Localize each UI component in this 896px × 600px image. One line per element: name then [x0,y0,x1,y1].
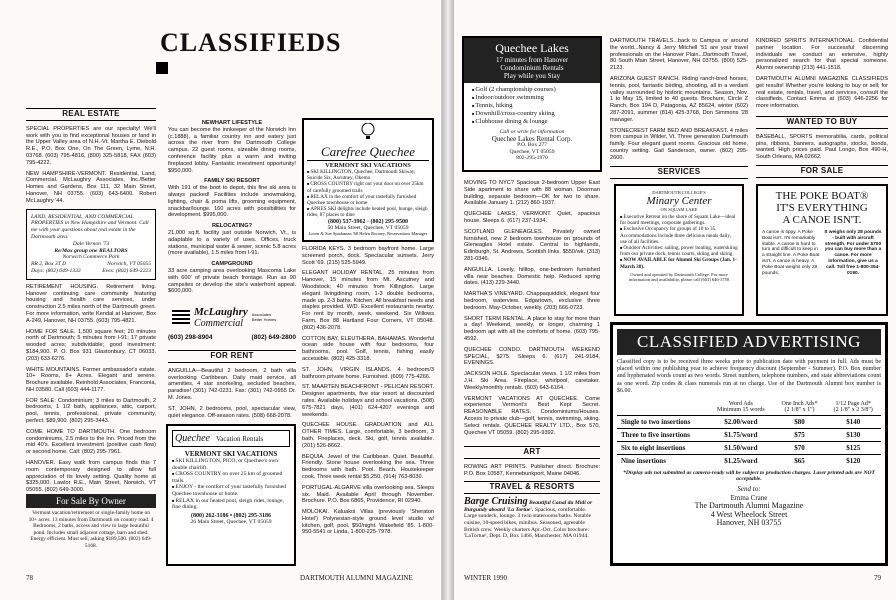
qvr-title: VERMONT SKI VACATIONS [184,450,278,458]
row-label: Nine insertions [617,455,708,468]
minary-sub: ON SQUAM LAKE [660,207,698,212]
ad-arizona-ranch: ARIZONA GUEST RANCH. Riding ranch-bred horses, tennis, pool, fantastic birding, shooting, all in a verdant valley surrounded by historic mountains. Season, Nov. 1 to May 15, limited to 40 guests. Brochure, Circle Z Ranch, Box 194 D, Patagonia, AZ 85624, winter (602) 287-2091, summer (814) 425-3768, Don Simmons '28 manager. [610,75,748,123]
qvr-bullet: ■ ENJOY - the comfort of your tastefully furnished Quechee townhouse or home. [172,484,290,497]
lakes-call: Call or write for information [499,129,565,135]
ad-ski-resort: With 191 of the boot to depot, this fine ski area is always packed! Facilities include snowmaking, lighting, chair & poma lifts, grooming equipment, snackbar/lounge. 160 acres with possibilities for development. $995,000. [168,185,296,219]
row-page: $130 [825,429,881,442]
wanted-column [756,116,888,178]
remax-addr: RR 2, Box 3T D [31,261,67,268]
ad-quechee-house: QUECHEE HOUSE. GRADUATION and ALL OTHER TIMES. Large, comfortable, 3 bedroom, 3 bath. Fireplaces, deck. Ski, golf, tennis available. (201) 526-8662. [302,422,434,449]
row-inch: $65 [774,455,826,468]
minary-bullet: ■ NOW AVAILABLE for Alumni Ski Groups (Jan. 1-March 30). [620,257,738,269]
ad-cotton-bay: COTTON BAY, ELEUTHERA, BAHAMAS. Wonderful ocean side house with four bedrooms, four bathrooms, pool. Golf, tennis, fishing easily accessible. (802) 425-3318. [302,335,434,362]
classified-rates-box [610,322,888,566]
ad-anguilla-villa: ANGUILLA—Beautiful 2 bedroom, 2 bath villa overlooking Caribbean. Daily maid service, all amenities, 4 star snorkeling, secluded beaches, paradise! (301) 742-0231. Fax: (301) 742-0955 Dr. M. Jones. [168,367,296,401]
ad-newhart: You can become the innkeeper of the Norwich Inn (c.1888), a familiar country inn and eatery just across the river from the Dartmouth College campus. 22 guest rooms, sizeable dining rooms, conference facility plus a warm and inviting fireplaced lobby. Fantastic investment opportunity! $950,000. [168,126,296,174]
sbo-title: For Sale By Owner [26,494,156,508]
ad-home-sale: HOME FOR SALE. 1,500 square feet; 20 minutes north of Dartmouth; 5 minutes from I-91; 17 private wooded acres; subdividable; good investment; $184,900. P. O. Box 931 Glastonbury, CT 06033. (203) 633-6276. [26,328,156,362]
lakes-bullet: ■ Tennis, hiking [472,102,592,110]
col-page-size: (2 1/8" x 2 3/8") [833,407,873,414]
ad-portugal: PORTUGAL-ALGARVE villa overlooking sea. Sleeps six. Maid. Available April through November. Brochure. P.O. Box 6865, Providence, RI 02940. [302,484,434,505]
rates-title: CLASSIFIED ADVERTISING [617,329,881,355]
ad-come-home: COME HOME TO DARTMOUTH. One bedroom condominiums, 2.5 miles to the Inn. Priced from the mid 40's. Excellent investment (positive cash flow) or second home. Call: (802) 295-7961. [26,428,156,456]
ad-moving-nyc: MOVING TO NYC? Spacious 2-bedroom Upper East Side apartment to share with 88 woman. Doorman building, separate bedroom—OK for two to share. Available January 1. (212) 860-1937. [464,180,600,207]
table-row [617,416,881,429]
ad-dartmouth-travels: DARTMOUTH TRAVELS...back to Campus or around the world...Nancy & Jerry Mitchell '51 are your travel professionals on the Hanover Plain...Dartmouth Travel, 80 South Main Street, Hanover, NH 03755. (800) 525-2123. [610,38,748,72]
ad-virgin-islands: ST. JOHN, VIRGIN ISLANDS. 4 bedroom/3 bathroom private home. Furnished. (609) 775-4266. [302,366,434,380]
lakes-sub3: Play while you Stay [503,72,561,80]
send-city: Hanover, NH 03755 [716,518,782,528]
row-label: Single to two insertions [617,416,708,429]
lakes-bullet: ■ Indoor/outdoor swimming [472,94,592,102]
carefree-bullet: ■ CROSS COUNTRY right out your door on over 25km of carefully groomed trails [307,181,429,193]
right-column-3 [756,38,888,108]
table-row [617,429,881,442]
row-inch: $80 [774,416,826,429]
lakes-bullet: ■ Golf (2 championship courses) [472,86,592,94]
remax-eve-phone: Eves: (802) 649-2223 [102,267,151,274]
qvr-brand: Quechee [175,433,210,444]
qvr-bullet: ■ CROSS COUNTRY on over 25 km of groomed trails. [172,471,290,484]
ad-marthas-vineyard: MARTHA'S VINEYARD. Chappaquiddick, elegant four bedroom, waterview. Edgartown, exclusive three bedroom. May-October, weekly. (203) 666-0723. [464,291,600,311]
lakes-title: Quechee Lakes [495,41,569,55]
row-page: $120 [825,455,881,468]
ad-white-mountains: WHITE MOUNTAINS. Former ambassador's estate. 10+ Rooms, 8+ Acres. Elegant and serene. Brochure available. Reinhold Associates, Franconia, NH 03580. Call (603) 444-1177. [26,366,156,393]
send-org: The Dartmouth Alumni Magazine [694,501,804,511]
logo-sub: Commercial [194,317,244,329]
ad-special-properties: SPECIAL PROPERTIES are our specialty! We'll work with you to find exceptional houses or land in the Upper Valley area of N.H.-Vt. Martha E. Diebold R.E., P.O. Box One, On The Green, Lyme, N.H. 03768. (603) 795-4816, (800) 325-5818, FAX (603) 795-4222. [26,125,156,166]
carefree-bullet: ■ SKI KILLINGTON, Quechee, Dartmouth Skiway, Suicide Six, Ascutney, Okemo [307,169,429,181]
poke-left: A canoe is tippy. A Poke Boat isn't. It's remarkably stable. A canoe is hard to turn and difficult to keep in a straight line. A Poke Boat isn't. A canoe is heavy. A Poke Boat weighs only 28 pounds. [762,230,820,276]
ad-anguilla-hilltop: ANGUILLA. Lovely, hilltop, one-bedroom furnished villa near beaches. Domestic help. Reduced spring dates. (413) 229-3440. [464,266,600,287]
rent-column [168,350,296,420]
row-page: $140 [825,416,881,429]
quechee-vacation-ad [166,424,296,566]
ad-elegant-holiday: ELEGANT HOLIDAY RENTAL. 25 minutes from Hanover, 15 minutes from Mt. Ascutney and Woodstock; 40 minutes from Killington. Large elegant livingdining room, 1-3 double bedrooms, made up. 2-3 baths. Kitchen. All breakfast needs and staples provided. W/D. Excellent restaurants nearby. For rent by month, week, weekend. Six Willows Farm, Box 88 Hartland Four Corners, VT 05048. (802) 436-2078. [302,270,434,331]
carefree-brand: Carefree Quechee [321,144,415,159]
right-column-2 [610,38,748,166]
ad-jackson-hole: JACKSON HOLE. Spectacular views. 1 1/2 miles from J.H. Ski Area. Fireplace, whirlpool, caretaker. Weekly/monthly rentals. (603) 643-6164. [464,371,600,391]
page-title: CLASSIFIEDS [160,28,342,57]
services-header [610,166,748,180]
poke-line1: THE POKE BOAT® [775,190,869,202]
ad-hanover: HANOVER. Easy walk from campus finds this 7 room contemporary designed to allow full appreciation of its lovely setting. Quality home at $325,000. Lawlor R.E., Main Street, Norwich, VT 05055. (802) 649-3000. [26,460,156,494]
lakes-sub2: Condominium Rentals [500,64,564,72]
col-inch-size: (2 1/8" x 1") [784,407,815,414]
col-inch-ads: One Inch Ads* [781,401,818,408]
ad-newhart-head: NEWHART LIFESTYLE [201,120,263,126]
row-label: Six to eight insertions [617,442,708,455]
balloon-icon [307,123,429,144]
right-issue-date: WINTER 1990 [464,574,507,582]
lakes-company: Quechee Lakes Rental Corp. [491,134,573,143]
ad-short-term: SHORT TERM RENTAL. A place to stay for more than a day! Weekend, weekly, or longer, charming 1 bedroom apt with all the comforts of home. (603) 795-4592. [464,315,600,342]
row-word: $1.25/word [708,455,774,468]
lakes-city: Quechee, VT 05059 [509,148,555,155]
minary-label: DARTMOUTH COLLEGE'S [652,190,706,195]
ad-quechee-lakes-vt: QUECHEE LAKES, VERMONT. Quiet, spacious house. Sleeps 6. (617) 237-1934. [464,211,600,224]
left-magazine-name: DARTMOUTH ALUMNI MAGAZINE [300,574,413,582]
quechee-lakes-ad [462,36,602,172]
section-for-sale: FOR SALE [756,165,888,178]
ad-campground: 33 acre camping area overlooking Mascoma Lake with 600' of private beach frontage. Run as 90 campsites or develop the site's waterfront appeal. $600,000. [168,267,296,295]
remax-org: Re/Max group one REALTORS [54,247,128,254]
minary-bullet: ■ Outdoor Activities: sailing, power boating, waterskiing from our private dock, tennis courts, skiing and skiing. [620,245,738,257]
left-column-3 [302,246,434,568]
ad-retirement: RETIREMENT HOUSING. Retirement living. Hanover continuing care community featuring housing and health care services, under construction 2.5 miles north of the Dartmouth green. For more information, write Kendal at Hanover, Box A-249, Hanover, NH 03755. (603) 795-4821. [26,283,156,324]
section-services: SERVICES [610,166,748,179]
minary-foot: Owned and operated by Dartmouth College. For more information and availability, please call (603) 646-3750 [628,271,730,282]
title-ornament [156,62,168,74]
minary-center-ad [614,184,744,316]
poke-right: It weighs only 28 pounds - built with aircraft strength. For under $700 you can buy more than a canoe. For more information, give us a call. Toll free 1-800-354-0190. [824,230,882,276]
row-page: $125 [825,442,881,455]
rates-intro: Classified copy is to be received three weeks prior to publication date with payment in full. Ads must be placed within one publishing year to achieve frequency discount (September - Summer). P.O. Box number and hyphenated words count as two words. Street numbers, telephone numbers, and state abbreviations count as one word. Zip codes & class numerals run at no charge. Use of the Dartmouth Alumni box number is $6.00. [617,359,881,394]
lakes-bullet: ■ Clubhouse dining & lounge [472,118,592,126]
right-page [454,0,896,600]
ad-ski-resort-head: FAMILY SKI RESORT [204,178,260,185]
left-page [0,0,442,600]
table-row [617,455,881,468]
lakes-sub1: 17 minutes from Hanover [495,56,569,64]
sbo-ad [26,494,156,564]
qvr-brand-sub: Vacation Rentals [215,434,264,443]
ad-stonecrest: STONECREST FARM BED AND BREAKFAST. 4 miles from campus in Wilder, Vt. Three generation Dartmouth family. Four elegant guest rooms. Gracious old home, country setting. Gail Sanderson, owner. (802) 295-2600. [610,127,748,161]
ad-molokai: MOLOKAI. Kaluakoi Villas (previously 'Sheraton Hotel') Polynesian-style ground level studio w/ kitchen, golf, pool. $50/night. Wakefield '85. 1-800-950-5541 or Linda, 1-800-225-7978. [302,509,434,536]
poke-boat-ad [756,184,888,316]
ad-kindred-spirits: KINDRED SPIRITS INTERNATIONAL. Confidential partner location. For successful discerning individuals we conduct an extensive, highly personalized search for that special someone. Alumni ownership (213) 441-1518. [756,38,888,72]
left-page-number: 78 [26,574,33,582]
flag-icon [172,310,190,324]
art-travel-column [464,446,600,566]
ad-florida-keys: FLORIDA KEYS. 3 bedroom bayfront home. Large screened porch, dock. Spectacular sunsets. Jerry Scott '69. (215) 525-5949. [302,246,434,266]
carefree-addr: 50 Main Street, Quechee, VT 05059 [327,224,409,231]
ad-condo-sale: FOR SALE: Condominium; 3 miles to Dartmouth, 2 bedrooms, 1 1/2 bath, appliances, attic, carport, pool, tennis, professional, private community, perfect. $89,900. (802) 295-3443. [26,397,156,425]
col-word-ads: Word Ads [728,401,753,408]
carefree-bullet: ■ APRES SKI delights include heated pool, lounge, sleigh rides, 87 places to dine [307,206,429,218]
row-inch: $75 [774,429,826,442]
lakes-phone: 802-295-1970 [516,155,548,162]
logo-name: McLaughry [194,305,248,318]
remax-agent: Dale Vernon '73 [72,240,110,247]
table-row [617,442,881,455]
send-to: Send to: [737,485,761,494]
ad-st-maarten: ST. MAARTEN BEACHFRONT - PELICAN RESORT. Designer apartments, five star resort at discounted rates. Available holidays and school vacations. (508) 675-7821 days, (401) 624-4207 evenings and weekends. [302,384,434,418]
qvr-phone: (800) 262-3186 • (802) 295-3186 [190,512,272,519]
col-word-min: Minimum 15 words [717,407,765,414]
remax-office: Norwich Commerce Park [62,254,120,261]
ad-quechee-condo: QUECHEE CONDO. DARTMOUTH WEEKEND SPECIAL, $275. Sleeps 6. (617) 241-9184, EVENINGS. [464,346,600,367]
right-column-1 [464,180,600,442]
right-page-number: 79 [874,574,881,582]
ad-rowing-art: ROWING ART PRINTS. Publisher direct. Brochure: P.O. Box 10587, Kennebunkport, Maine 04046. [464,463,600,477]
page-gutter [442,0,454,600]
ad-campground-head: CAMPGROUND [211,261,253,268]
barge-head: Barge Cruising [464,496,528,508]
remax-day-phone: Days: (802) 649-1333 [31,267,81,274]
section-for-rent: FOR RENT [168,350,296,363]
row-word: $2.00/word [708,416,774,429]
sbo-text: Vermont vacation/retirement or single-family home on 10+ acres. 13 minutes from Dartmouth on country road. 4 Bedrooms, 2 baths, access and view to large beautiful pond. Includes small adjacent cottage, barn and shed. Energy efficient. Must sell, asking $189,500. (802) 649-5168. [28,510,154,549]
section-real-estate: REAL ESTATE [26,108,156,121]
ad-relocating-head: RELOCATING? [212,223,252,230]
ad-st-john: ST. JOHN, 2 bedrooms, pool, spectacular view, quiet elegance. Off-season rates. (508) 668-2078. [168,405,296,419]
carefree-foot: Loren & Sue Spadaman '68 Helen Rooney, Reservations Manager [308,230,428,236]
poke-line2: IT'S EVERYTHING [776,202,868,214]
barge-tag: Beautiful Canal du Midi or Burgundy aboard 'La Tortue'. [464,500,593,513]
col-page-ads: 1/12 Page Ad* [835,401,871,408]
poke-line3: A CANOE ISN'T. [782,214,862,226]
row-word: $1.75/word [708,429,774,442]
lakes-box: P.O. Box 277 [517,142,547,149]
section-art: ART [464,446,600,459]
row-label: Three to five insertions [617,429,708,442]
carefree-title: VERMONT SKI VACATIONS [307,160,429,169]
ad-nh-vt: NEW HAMPSHIRE-VERMONT. Residential, Land, Commercial. McLaughry Associates, Inc./Better Homes and Gardens, Box 111, 32 Main Street, Hanover, NH 03755. (603) 643-6400. Robert McLaughry '44. [26,170,156,204]
mclaughry-logo [172,302,294,332]
phone-nh: (603) 298-8904 [168,334,213,341]
remax-ad [26,209,156,280]
send-to-address [617,485,881,528]
ad-scotland: SCOTLAND GLENEAGLES. Privately owned furnished, new 2 bedroom townhouse on grounds of Gleneagles Hotel estate. Central to highlands, Edinburgh, St. Andrews, Scottish links. $550/wk. (313) 281-0346. [464,228,600,262]
section-wanted-to-buy: WANTED TO BUY [756,116,888,129]
send-street: 4 West Wheelock Street [710,509,788,519]
remax-city: Norwich, VT 05055 [107,261,151,268]
minary-bullet: ■ Executive Retreat on the shore of Squam Lake—ideal for board meetings, corporate gatherings. [620,214,738,226]
phone-vt: (802) 649-2800 [251,334,296,341]
carefree-phone: (800) 537-3962 · (802) 295-9500 [328,218,408,225]
qvr-bullet: ■ SKI KILLINGTON, PICO, or Quechee's own double chairlift. [172,458,290,471]
barge-text: Spacious, comfortable. Large sundeck, lounge. 3 twin staterooms/baths. Notable cuisine, 10-speed bikes, minibus. Seasoned, agreeable British crew. Weekly charters Apr.-Oct. Color brochure: 'LaTortue', Dept. D, Box 1466, Manchester, MA 01944. [464,506,592,540]
ad-baseball: BASEBALL, SPORTS memorabilia, cards, political pins, ribbons, banners, autographs, stocks, bonds, wanted. High prices paid. Paul Longo, Box 490-H, South Orleans, MA 02662. [756,133,888,161]
ad-relocating: 21,000 sq.ft. facility just outside Norwich, Vt., is adaptable to a variety of uses. Offices, truck stations, municipal water & sewer, scenic 5.8 acres (more available), 1.5 miles from I-91. [168,229,296,257]
rates-table [617,399,881,467]
row-inch: $70 [774,442,826,455]
qvr-addr: 26 Main Street, Quechee, VT 05059 [190,518,272,525]
remax-intro: LAND, RESIDENTIAL, AND COMMERCIAL PROPERTIES in New Hampshire and Vermont. Call me with your questions about real estate in the Dartmouth area. [31,213,149,240]
ad-classifieds-promo: DARTMOUTH ALUMNI MAGAZINE CLASSIFIEDS get results! Whether you're looking to buy or sell; for real estate, rentals, travel, and services, consult the classifieds. Contact Emma at (603) 646-2256 for more information. [756,75,888,108]
ad-bequia: BEQUIA. Jewel of the Caribbean. Quiet. Beautiful. Friendly. Stone house overlooking the sea. Three bedrooms with bath. Pool. Beach. Housekeeper cook. Three week rental $5,250. (914) 763-8030. [302,453,434,480]
row-word: $1.50/word [708,442,774,455]
send-name: Emma Crane [730,493,768,502]
logo-side: Associates Better Homes [251,312,277,322]
qvr-bullet: ■ RELAX in our heated pool, sleigh rides, lounge, fine dining. [172,498,290,511]
rates-note: *Display ads not submitted as camera-ready will be subject to production charges. Laser printed ads are NOT acceptable. [623,470,875,483]
section-travel: TRAVEL & RESORTS [464,481,600,494]
ad-vermont-vacations: VERMONT VACATIONS AT QUECHEE. Come experience Vermont's Best Kept Secret. REASONABLE RATES. Condominiums/Houses. Access to private club—golf, tennis, swimming, skiing. Select rentals. QUECHEE REALTY LTD., Box 570, Quechee VT 05059. (802) 295-9392. [464,395,600,436]
lakes-bullet: ■ Downhill/cross-country skiing [472,110,592,118]
minary-title: Minary Center [646,195,712,207]
mclaughry-phones [168,334,296,341]
minary-bullet: ■ Exclusive Occupancy for groups of 10 to 35. Accommodations include three delicious meals daily, use of all facilities. [620,226,738,245]
carefree-bullet: ■ RELAX in the comfort of your tastefully furnished Quechee townhouse or home [307,194,429,206]
carefree-quechee-ad [302,118,434,242]
